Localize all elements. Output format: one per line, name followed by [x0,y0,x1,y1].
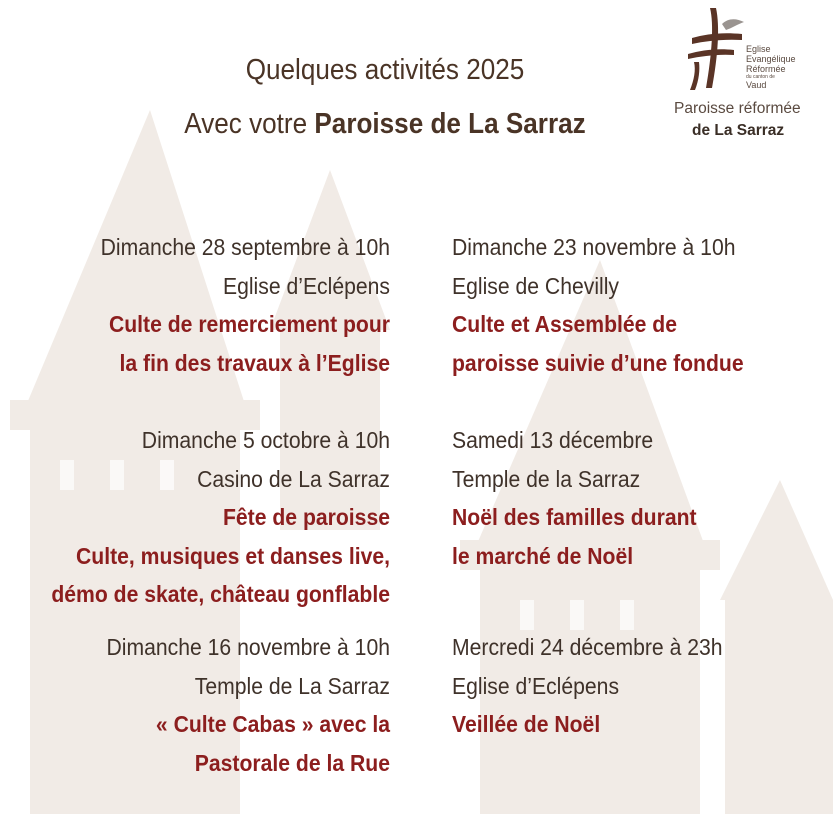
event-title: la fin des travaux à l’Eglise [119,349,390,376]
event-title: Culte et Assemblée de [452,311,678,337]
event-title: Veillée de Noël [452,711,601,737]
events-row [0,421,833,628]
event-title: Culte de remerciement pour [108,311,390,337]
flyer-heading [0,48,770,146]
events-list [0,228,833,782]
event-title: Noël des familles durant [452,504,697,530]
event-item [452,228,790,382]
event-place: Temple de la Sarraz [452,465,641,492]
event-date: Dimanche 5 octobre à 10h [141,427,390,453]
event-item [0,228,390,382]
org-line-5: Vaud [746,80,767,90]
event-date: Mercredi 24 décembre à 23h [452,634,723,660]
event-item [0,421,390,614]
event-title: démo de skate, château gonflable [51,581,390,607]
event-date: Dimanche 28 septembre à 10h [100,234,391,260]
event-date: Dimanche 23 novembre à 10h [452,234,736,260]
event-item [452,421,790,575]
event-place: Casino de La Sarraz [197,465,390,492]
org-line-4: du canton de [746,74,775,80]
cross-dove-logo-icon [678,4,748,92]
heading-line-1: Quelques activités 2025 [245,54,525,86]
event-title: Fête de paroisse [222,504,390,530]
parish-line-2: de La Sarraz [692,122,785,139]
event-item [0,628,390,782]
parish-line-1: Paroisse réformée [674,100,801,117]
event-title: « Culte Cabas » avec la [155,711,390,737]
church-name-block [746,44,796,90]
event-place: Eglise d’Eclépens [452,672,620,699]
event-place: Eglise d’Eclépens [222,272,390,299]
event-item [452,628,790,744]
heading-line-2 [39,102,732,146]
event-place: Temple de La Sarraz [194,672,390,699]
heading-parish-name: Paroisse de La Sarraz [314,108,586,140]
org-line-3: Réformée [746,64,786,74]
heading-prefix: Avec votre [184,108,315,140]
event-date: Samedi 13 décembre [452,427,654,453]
event-place: Eglise de Chevilly [452,272,620,299]
event-title: Culte, musiques et danses live, [76,542,390,569]
events-row [0,628,833,782]
event-title: paroisse suivie d’une fondue [452,349,744,376]
org-line-2: Evangélique [746,54,796,64]
event-title: Pastorale de la Rue [194,749,390,776]
event-date: Dimanche 16 novembre à 10h [106,634,390,660]
org-line-1: Eglise [746,44,771,54]
parish-logo [668,4,828,144]
event-title: le marché de Noël [452,542,634,569]
events-row [0,228,833,421]
